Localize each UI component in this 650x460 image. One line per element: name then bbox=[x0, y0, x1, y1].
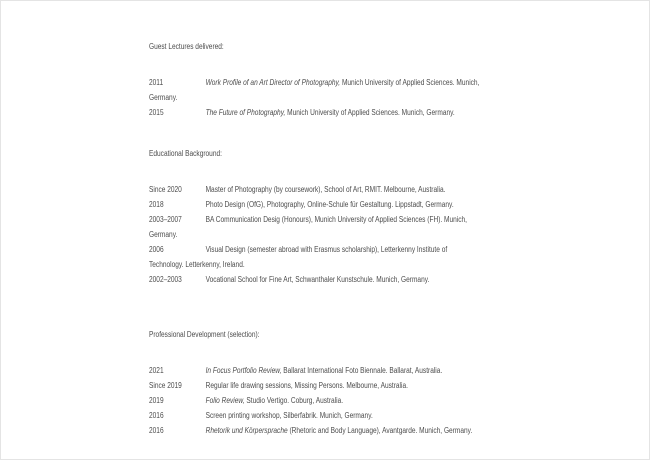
entry-rest: BA Communication Desig (Honours), Munich University of Applied Sciences (FH). Munich, bbox=[205, 215, 467, 224]
entry-text bbox=[206, 197, 454, 212]
entry-year: 2016 bbox=[149, 411, 164, 420]
entry-rest: Photo Design (OfG), Photography, Online-Schule für Gestaltung. Lippstadt, Germany. bbox=[205, 200, 454, 209]
entry-year: 2002–2003 bbox=[149, 275, 182, 284]
entry-text bbox=[206, 423, 473, 438]
entry-rest: Ballarat International Foto Biennale. Ballarat, Australia. bbox=[281, 366, 443, 375]
entry-text bbox=[206, 408, 373, 423]
entry-line bbox=[149, 272, 559, 287]
entry-rest: Munich University of Applied Sciences. Munich, bbox=[340, 78, 480, 87]
entry-year: Since 2019 bbox=[149, 381, 182, 390]
entry-year: Since 2020 bbox=[149, 185, 182, 194]
cv-entry bbox=[149, 378, 649, 393]
section-educational-background bbox=[149, 146, 649, 287]
section-heading: Professional Development (selection): bbox=[149, 330, 260, 339]
cv-entry bbox=[149, 272, 649, 287]
entry-text bbox=[206, 212, 467, 227]
cv-entry bbox=[149, 242, 649, 272]
cv-entry bbox=[149, 197, 649, 212]
entry-year: 2018 bbox=[149, 200, 164, 209]
entry-year: 2015 bbox=[149, 108, 164, 117]
entry-text bbox=[206, 378, 408, 393]
section-professional-development bbox=[149, 327, 649, 438]
cv-entry bbox=[149, 423, 649, 438]
entry-continuation: Germany. bbox=[149, 230, 178, 239]
entry-text bbox=[206, 75, 480, 90]
entry-text bbox=[206, 272, 430, 287]
section-guest-lectures bbox=[149, 39, 649, 120]
entry-text bbox=[206, 105, 455, 120]
entry-line bbox=[149, 197, 559, 212]
entry-text bbox=[206, 182, 446, 197]
entry-rest: Vocational School for Fine Art, Schwanthaler Kunstschule. Munich, Germany. bbox=[205, 275, 430, 284]
section-heading: Guest Lectures delivered: bbox=[149, 42, 224, 51]
entry-line bbox=[149, 363, 559, 378]
entry-year: 2011 bbox=[149, 78, 164, 87]
entry-rest: Master of Photography (by coursework), School of Art, RMIT. Melbourne, Australia. bbox=[205, 185, 446, 194]
entry-title-italic: Folio Review, bbox=[205, 396, 245, 405]
entry-year: 2021 bbox=[149, 366, 164, 375]
entry-title-italic: In Focus Portfolio Review, bbox=[205, 366, 282, 375]
cv-entry bbox=[149, 182, 649, 197]
entry-line bbox=[149, 105, 559, 120]
entry-line bbox=[149, 242, 559, 257]
cv-entry bbox=[149, 75, 649, 105]
entry-year: 2019 bbox=[149, 396, 164, 405]
entry-year: 2003–2007 bbox=[149, 215, 182, 224]
entry-continuation: Germany. bbox=[149, 93, 178, 102]
entry-text bbox=[206, 363, 443, 378]
entry-line bbox=[149, 408, 559, 423]
entry-rest: Screen printing workshop, Silberfabrik. Munich, Germany. bbox=[205, 411, 373, 420]
entry-line bbox=[149, 423, 559, 438]
entry-rest: (Rhetoric and Body Language), Avantgarde. Munich, Germany. bbox=[287, 426, 473, 435]
entry-text bbox=[206, 242, 448, 257]
cv-entry bbox=[149, 393, 649, 408]
entry-line bbox=[149, 182, 559, 197]
entry-year: 2016 bbox=[149, 426, 164, 435]
entry-title-italic: Rhetorik und Körpersprache bbox=[205, 426, 288, 435]
entry-line bbox=[149, 75, 559, 90]
entry-title-italic: The Future of Photography, bbox=[205, 108, 286, 117]
entry-year: 2006 bbox=[149, 245, 164, 254]
cv-entry bbox=[149, 105, 649, 120]
entry-rest: Visual Design (semester abroad with Erasmus scholarship), Letterkenny Institute of bbox=[205, 245, 448, 254]
entry-rest: Studio Vertigo. Coburg, Australia. bbox=[244, 396, 344, 405]
entry-line bbox=[149, 212, 559, 227]
entry-line bbox=[149, 378, 559, 393]
entry-line bbox=[149, 393, 559, 408]
cv-entry bbox=[149, 408, 649, 423]
entry-text bbox=[206, 393, 343, 408]
cv-entry bbox=[149, 212, 649, 242]
cv-entry bbox=[149, 363, 649, 378]
entry-title-italic: Work Profile of an Art Director of Photography, bbox=[205, 78, 341, 87]
section-entries bbox=[149, 75, 649, 120]
section-heading: Educational Background: bbox=[149, 149, 222, 158]
entry-rest: Munich University of Applied Sciences. Munich, Germany. bbox=[285, 108, 455, 117]
section-entries bbox=[149, 363, 649, 438]
entry-continuation: Technology. Letterkenny, Ireland. bbox=[149, 260, 245, 269]
section-entries bbox=[149, 182, 649, 287]
entry-rest: Regular life drawing sessions, Missing Persons. Melbourne, Australia. bbox=[205, 381, 408, 390]
